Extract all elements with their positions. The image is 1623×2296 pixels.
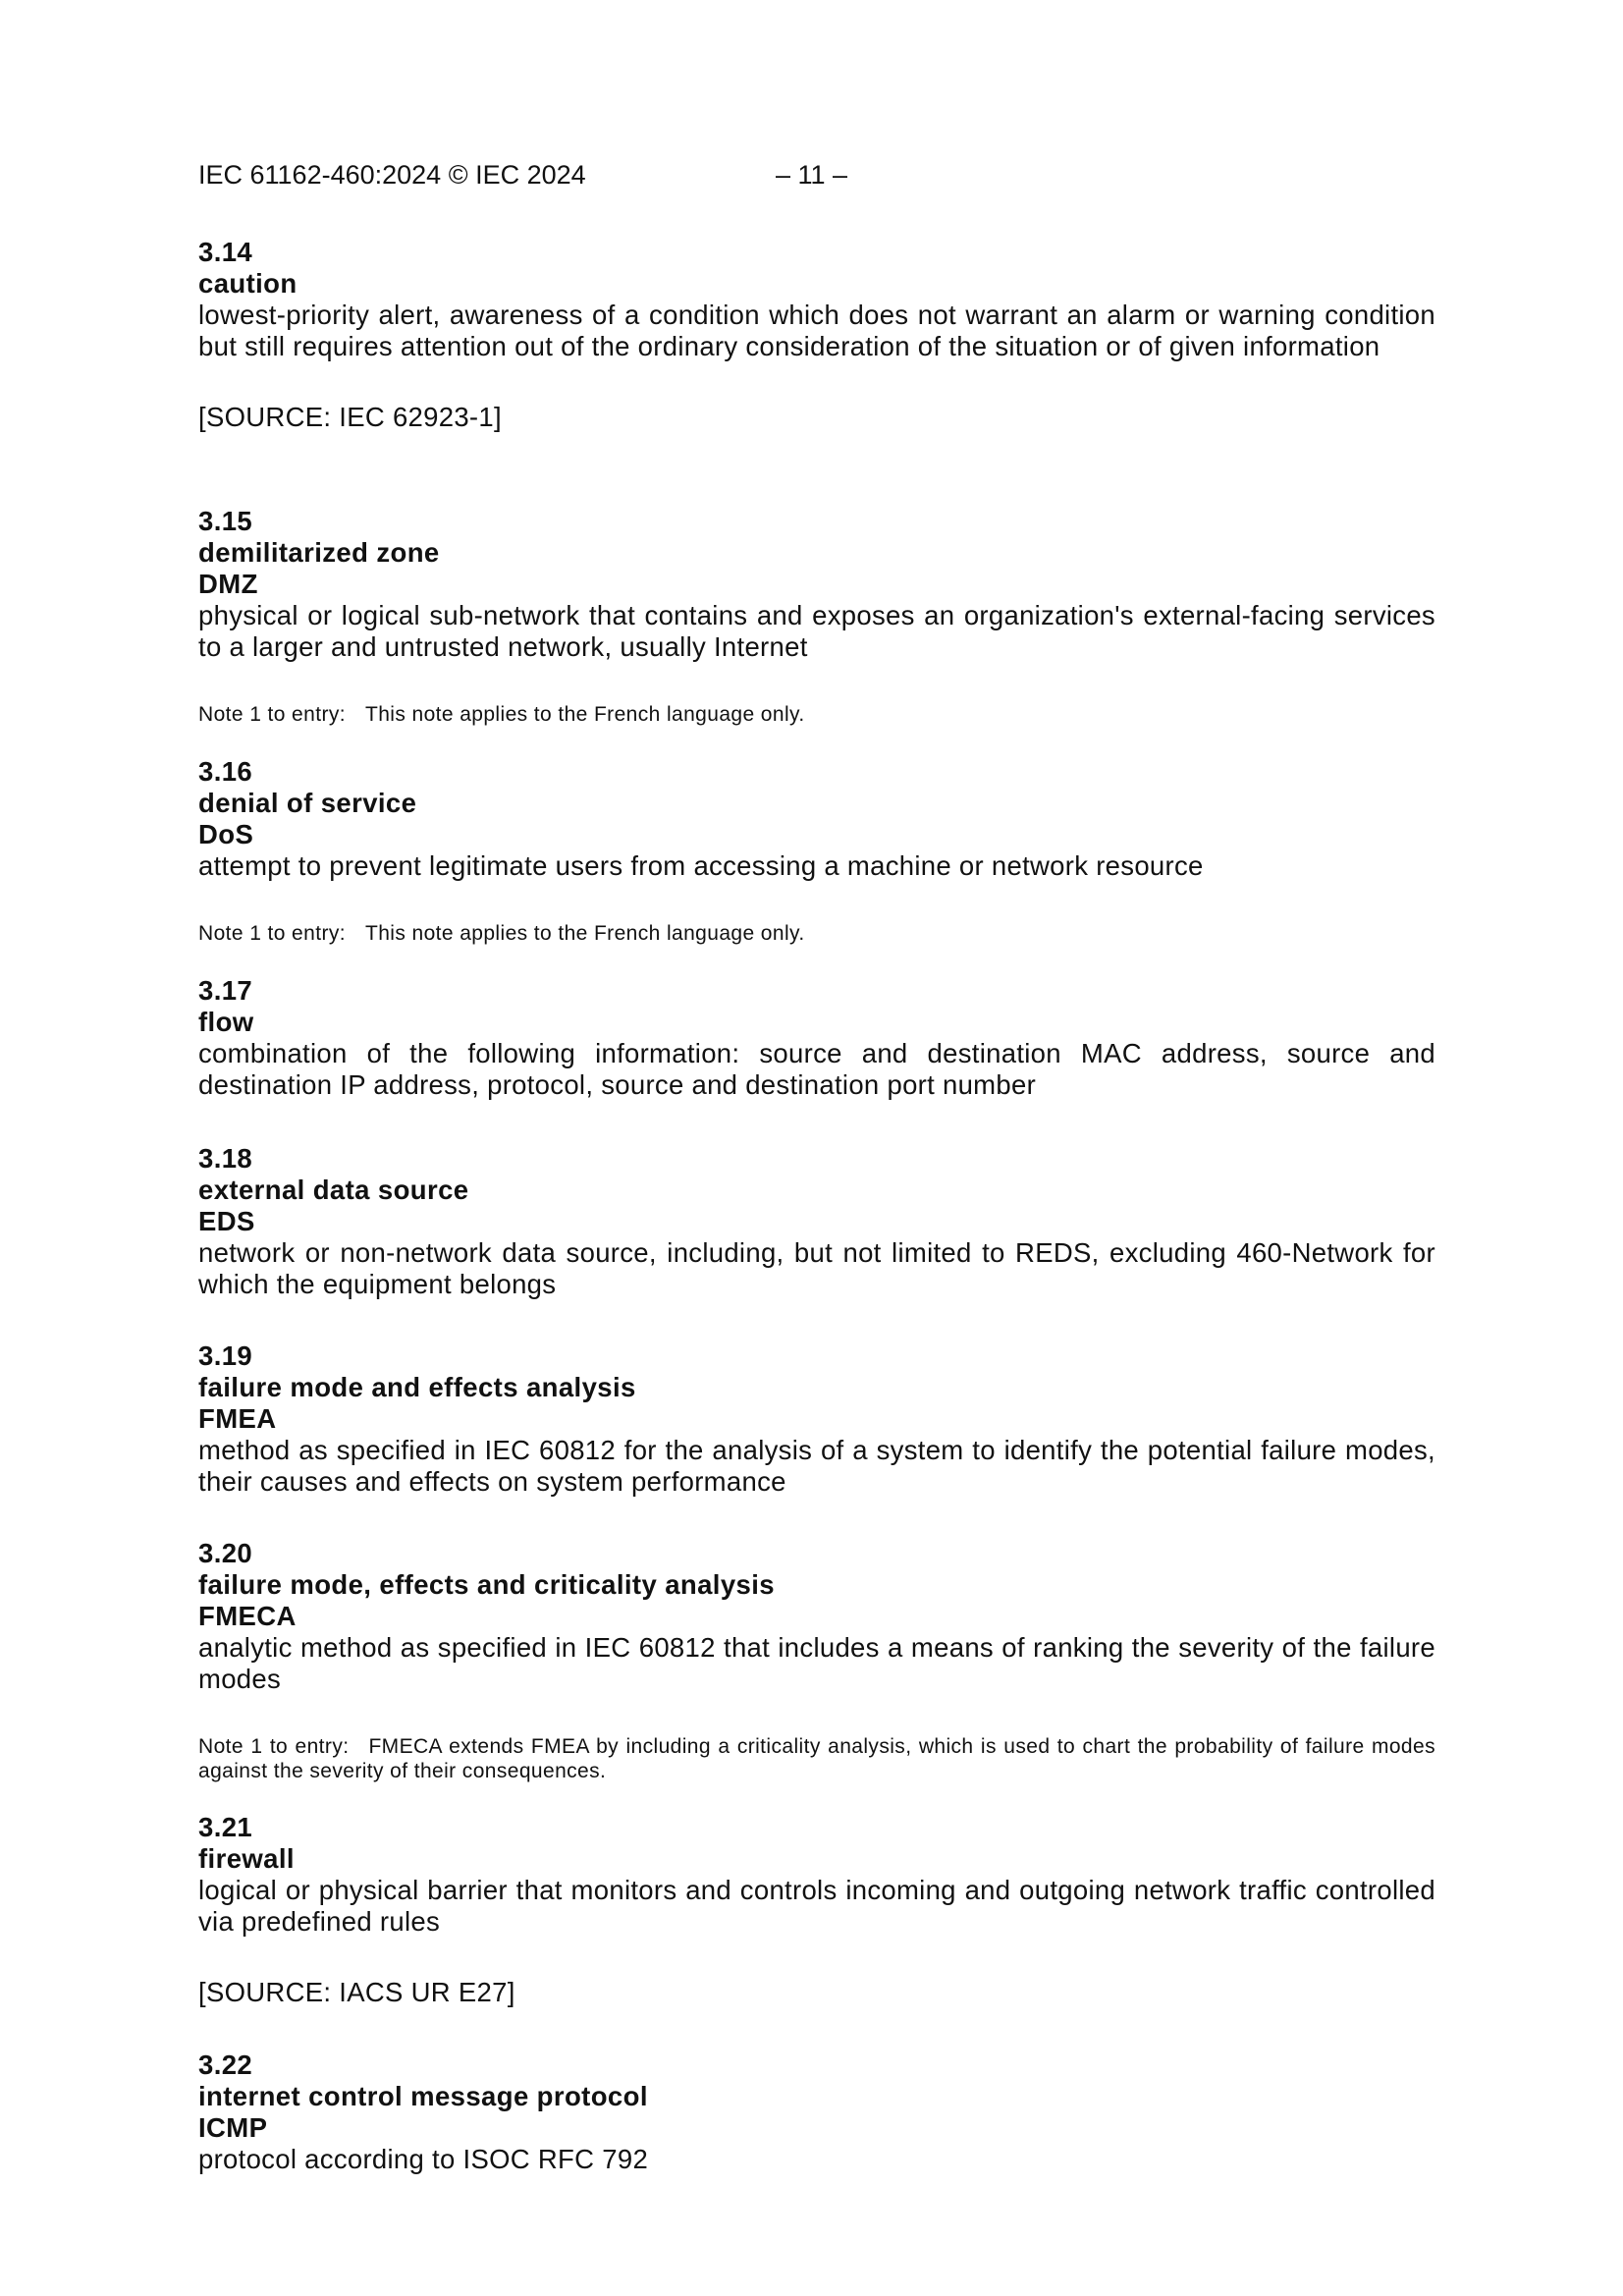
term-name: internet control message protocol: [198, 2081, 648, 2111]
term-entry-3-15: [198, 506, 1435, 727]
term-abbreviation: ICMP: [198, 2112, 268, 2143]
note-label: Note 1 to entry:: [198, 922, 346, 945]
note-text: FMECA extends FMEA by including a criticality analysis, which is used to chart the probability of failure modes against the severity of their consequences.: [198, 1735, 1435, 1782]
note-text: This note applies to the French language only.: [364, 922, 805, 945]
term-number: 3.14: [198, 237, 253, 267]
term-entry-3-18: [198, 1143, 1435, 1300]
term-name: demilitarized zone: [198, 537, 440, 568]
term-definition: method as specified in IEC 60812 for the analysis of a system to identify the potential failure modes, their causes and effects on system performance: [198, 1435, 1435, 1497]
term-abbreviation: FMEA: [198, 1403, 277, 1434]
term-name: firewall: [198, 1843, 295, 1874]
term-note: [198, 921, 1435, 946]
term-entry-3-19: [198, 1340, 1435, 1498]
note-text: This note applies to the French language only.: [364, 703, 805, 726]
term-number: 3.17: [198, 975, 253, 1006]
term-note: [198, 1734, 1435, 1783]
page-number: – 11 –: [776, 160, 848, 190]
term-entry-3-22: [198, 2050, 1435, 2175]
term-name: failure mode and effects analysis: [198, 1372, 636, 1402]
term-name: flow: [198, 1007, 254, 1037]
term-source: [SOURCE: IEC 62923-1]: [198, 402, 502, 432]
term-name: caution: [198, 268, 298, 299]
note-label: Note 1 to entry:: [198, 703, 346, 726]
term-number: 3.21: [198, 1812, 253, 1842]
term-number: 3.20: [198, 1538, 253, 1568]
term-definition: analytic method as specified in IEC 60812 that includes a means of ranking the severity of the failure modes: [198, 1632, 1435, 1694]
note-label: Note 1 to entry:: [198, 1735, 350, 1758]
term-entry-3-17: [198, 975, 1435, 1101]
term-entry-3-14: [198, 237, 1435, 433]
term-definition: attempt to prevent legitimate users from accessing a machine or network resource: [198, 850, 1204, 881]
term-entry-3-20: [198, 1538, 1435, 1783]
term-definition: logical or physical barrier that monitors and controls incoming and outgoing network traffic controlled via predefined rules: [198, 1875, 1435, 1937]
term-entry-3-21: [198, 1812, 1435, 2008]
term-number: 3.22: [198, 2050, 253, 2080]
term-abbreviation: FMECA: [198, 1601, 297, 1631]
term-number: 3.16: [198, 756, 253, 787]
term-definition: physical or logical sub-network that contains and exposes an organization's external-facing services to a larger and untrusted network, usually Internet: [198, 600, 1435, 662]
term-definition: network or non-network data source, including, but not limited to REDS, excluding 460-Network for which the equipment belongs: [198, 1237, 1435, 1299]
term-definition: protocol according to ISOC RFC 792: [198, 2144, 649, 2174]
term-number: 3.18: [198, 1143, 253, 1174]
term-number: 3.19: [198, 1340, 253, 1371]
term-definition: combination of the following information: source and destination MAC address, source and destination IP address, protocol, source and destination port number: [198, 1038, 1435, 1100]
term-entry-3-16: [198, 756, 1435, 946]
term-abbreviation: DoS: [198, 819, 254, 849]
term-abbreviation: EDS: [198, 1206, 255, 1236]
term-name: failure mode, effects and criticality analysis: [198, 1569, 775, 1600]
term-note: [198, 702, 1435, 727]
term-number: 3.15: [198, 506, 253, 536]
term-name: denial of service: [198, 788, 417, 818]
term-name: external data source: [198, 1175, 469, 1205]
document-header: IEC 61162-460:2024 © IEC 2024: [198, 160, 586, 190]
term-definition: lowest-priority alert, awareness of a condition which does not warrant an alarm or warning condition but still requires attention out of the ordinary consideration of the situation or of given information: [198, 300, 1435, 361]
term-source: [SOURCE: IACS UR E27]: [198, 1977, 515, 2007]
term-abbreviation: DMZ: [198, 569, 258, 599]
